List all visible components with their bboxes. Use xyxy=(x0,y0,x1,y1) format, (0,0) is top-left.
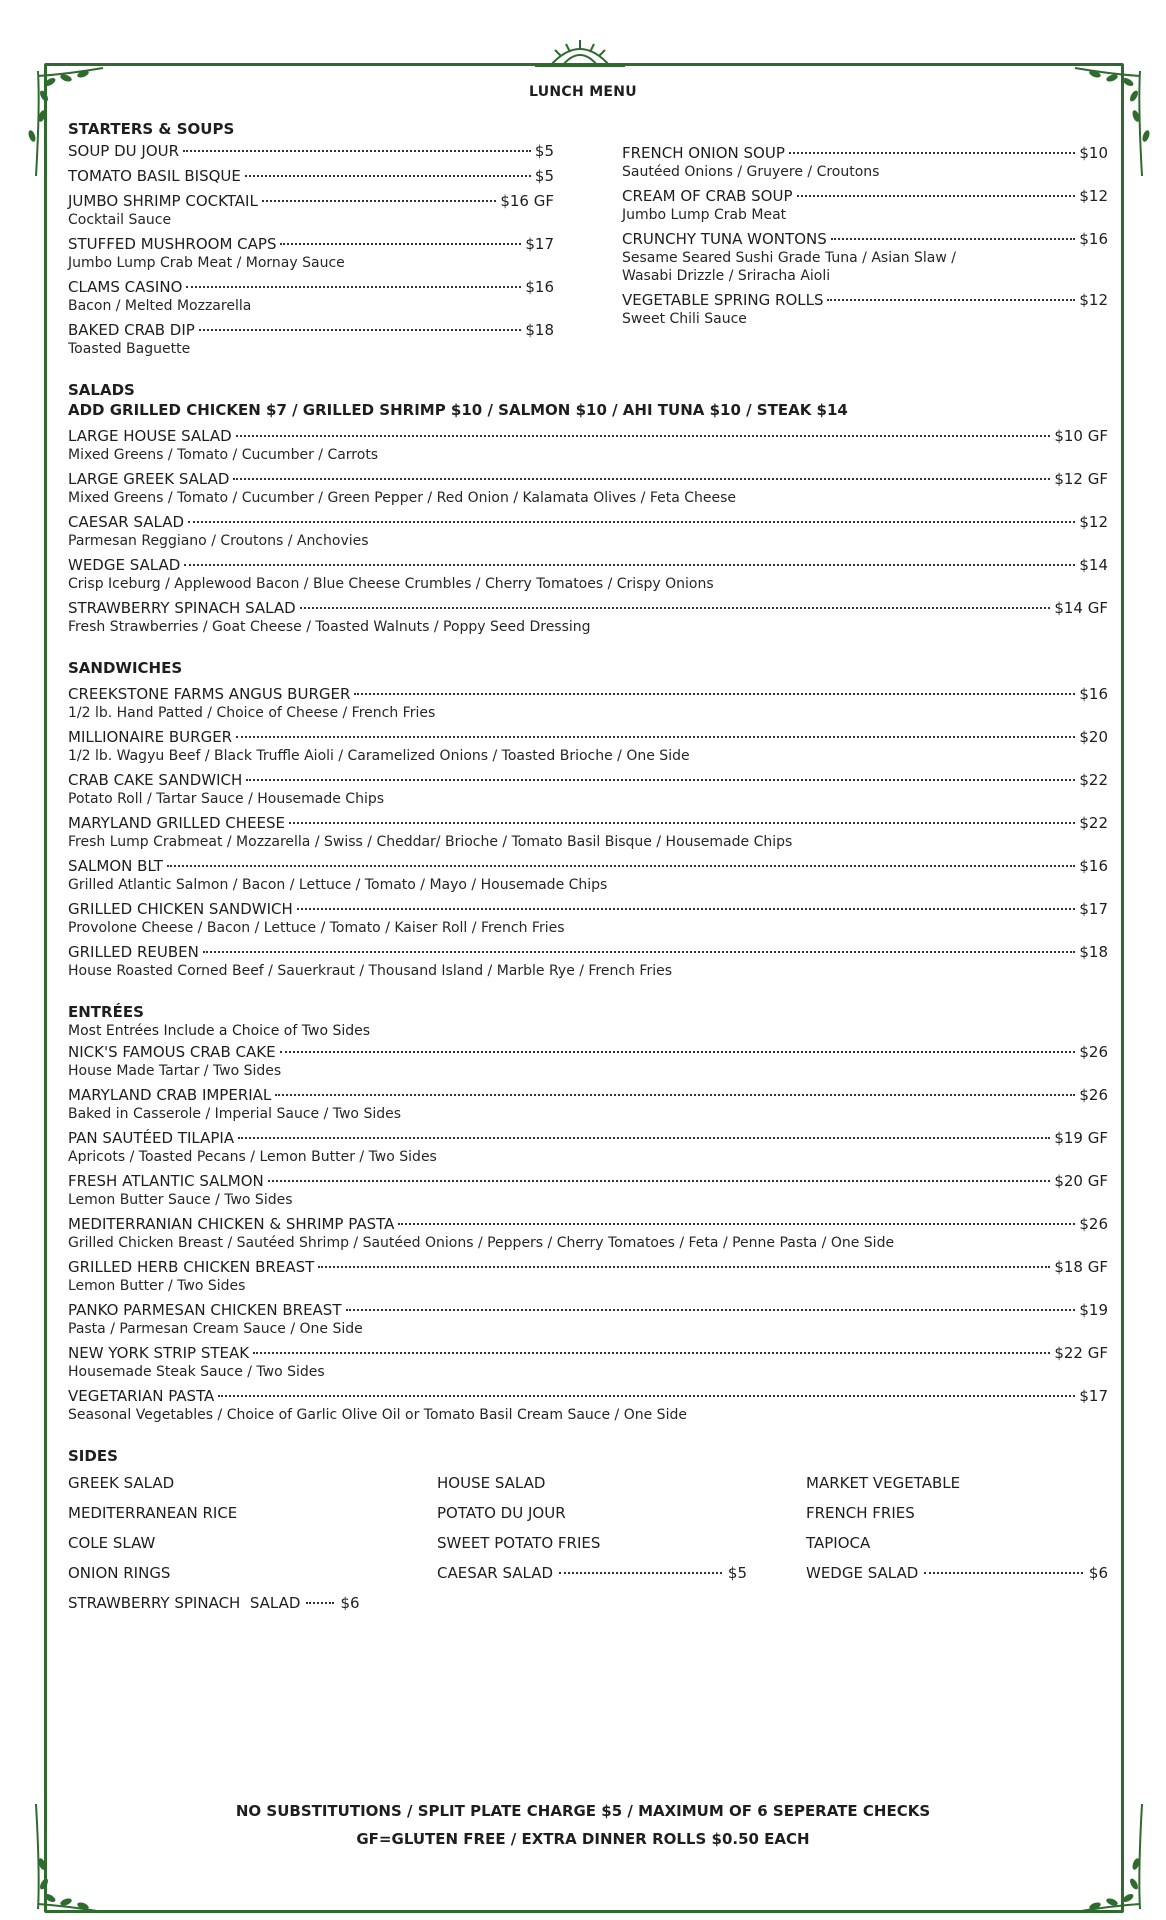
menu-item xyxy=(68,555,1108,593)
menu-footer xyxy=(0,1797,1166,1853)
menu-item xyxy=(68,813,1108,851)
item-price: $19 GF xyxy=(1054,1129,1108,1147)
menu-item xyxy=(68,1214,1108,1252)
item-name: MARYLAND CRAB IMPERIAL xyxy=(68,1086,272,1104)
side-item-priced xyxy=(806,1562,1108,1584)
salad-addons: ADD GRILLED CHICKEN $7 / GRILLED SHRIMP $10 / SALMON $10 / AHI TUNA $10 / STEAK $14 xyxy=(68,401,848,419)
item-price: $17 xyxy=(1079,1387,1108,1405)
item-description: Cocktail Sauce xyxy=(68,212,172,228)
item-price: $18 xyxy=(1079,943,1108,961)
item-name: LARGE GREEK SALAD xyxy=(68,470,230,488)
item-price: $26 xyxy=(1079,1086,1108,1104)
side-item-priced xyxy=(437,1562,747,1584)
footer-legend: GF=GLUTEN FREE / EXTRA DINNER ROLLS $0.50 EACH xyxy=(356,1830,810,1848)
item-name: NICK'S FAMOUS CRAB CAKE xyxy=(68,1043,276,1061)
item-price: $10 GF xyxy=(1054,427,1108,445)
item-price: $18 GF xyxy=(1054,1258,1108,1276)
item-name: WEDGE SALAD xyxy=(68,556,181,574)
item-description: Jumbo Lump Crab Meat / Mornay Sauce xyxy=(68,255,345,271)
item-description: Sesame Seared Sushi Grade Tuna / Asian Slaw / xyxy=(622,250,956,266)
item-description: Seasonal Vegetables / Choice of Garlic Olive Oil or Tomato Basil Cream Sauce / One Side xyxy=(68,1407,687,1423)
side-price: $5 xyxy=(727,1564,747,1582)
side-item: SWEET POTATO FRIES xyxy=(437,1534,601,1552)
side-item: MARKET VEGETABLE xyxy=(806,1474,961,1492)
item-name: STUFFED MUSHROOM CAPS xyxy=(68,235,277,253)
item-name: MARYLAND GRILLED CHEESE xyxy=(68,814,286,832)
menu-item xyxy=(68,1128,1108,1166)
menu-item xyxy=(68,426,1108,464)
item-description: Toasted Baguette xyxy=(68,341,191,357)
item-price: $16 xyxy=(1079,685,1108,703)
menu-item xyxy=(622,290,1108,328)
entrees-section xyxy=(68,1002,1108,1424)
item-price: $5 xyxy=(534,167,554,185)
item-name: MILLIONAIRE BURGER xyxy=(68,728,233,746)
item-description: Grilled Chicken Breast / Sautéed Shrimp / Sautéed Onions / Peppers / Cherry Tomatoes / Feta / Penne Pasta / One Side xyxy=(68,1235,895,1251)
item-description: Fresh Lump Crabmeat / Mozzarella / Swiss / Cheddar/ Brioche / Tomato Basil Bisque / Housemade Chips xyxy=(68,834,793,850)
menu-item xyxy=(68,727,1108,765)
item-description: Crisp Iceburg / Applewood Bacon / Blue Cheese Crumbles / Cherry Tomatoes / Crispy Onions xyxy=(68,576,714,592)
salads-section xyxy=(68,380,1108,636)
item-description: 1/2 lb. Hand Patted / Choice of Cheese / French Fries xyxy=(68,705,436,721)
menu-item xyxy=(68,899,1108,937)
item-name: SALMON BLT xyxy=(68,857,163,875)
menu-title: LUNCH MENU xyxy=(529,84,637,100)
item-description: Lemon Butter / Two Sides xyxy=(68,1278,246,1294)
menu-item xyxy=(68,1171,1108,1209)
item-description: Jumbo Lump Crab Meat xyxy=(622,207,787,223)
menu-item xyxy=(68,1343,1108,1381)
item-price: $14 GF xyxy=(1054,599,1108,617)
item-price: $16 xyxy=(525,278,554,296)
item-price: $16 xyxy=(1079,230,1108,248)
item-description: Provolone Cheese / Bacon / Lettuce / Tomato / Kaiser Roll / French Fries xyxy=(68,920,565,936)
side-name: STRAWBERRY SPINACH SALAD xyxy=(68,1594,301,1612)
item-description: Grilled Atlantic Salmon / Bacon / Lettuce / Tomato / Mayo / Housemade Chips xyxy=(68,877,608,893)
item-name: FRESH ATLANTIC SALMON xyxy=(68,1172,264,1190)
menu-content xyxy=(68,119,1108,1614)
starters-right-column xyxy=(622,141,1108,358)
entrees-note: Most Entrées Include a Choice of Two Sides xyxy=(68,1023,371,1039)
menu-item xyxy=(68,234,554,272)
item-name: TOMATO BASIL BISQUE xyxy=(68,167,241,185)
item-price: $17 xyxy=(1079,900,1108,918)
item-name: SOUP DU JOUR xyxy=(68,142,180,160)
item-description: Housemade Steak Sauce / Two Sides xyxy=(68,1364,325,1380)
section-heading: ENTRÉES xyxy=(68,1003,144,1021)
item-price: $12 GF xyxy=(1054,470,1108,488)
item-name: STRAWBERRY SPINACH SALAD xyxy=(68,599,296,617)
menu-item xyxy=(68,469,1108,507)
menu-item xyxy=(68,856,1108,894)
side-item: ONION RINGS xyxy=(68,1564,171,1582)
sandwiches-section xyxy=(68,658,1108,980)
menu-item xyxy=(68,1042,1108,1080)
item-price: $26 xyxy=(1079,1215,1108,1233)
item-description: Mixed Greens / Tomato / Cucumber / Green Pepper / Red Onion / Kalamata Olives / Feta Cheese xyxy=(68,490,737,506)
item-price: $22 GF xyxy=(1054,1344,1108,1362)
item-price: $10 xyxy=(1079,144,1108,162)
section-heading: SIDES xyxy=(68,1447,118,1465)
menu-item xyxy=(68,942,1108,980)
section-heading: SANDWICHES xyxy=(68,659,183,677)
item-price: $20 xyxy=(1079,728,1108,746)
item-price: $18 xyxy=(525,321,554,339)
side-item: TAPIOCA xyxy=(806,1534,871,1552)
starters-section xyxy=(68,119,1108,358)
item-name: BAKED CRAB DIP xyxy=(68,321,195,339)
item-description: Bacon / Melted Mozzarella xyxy=(68,298,252,314)
item-description: Wasabi Drizzle / Sriracha Aioli xyxy=(622,268,831,284)
side-item: GREEK SALAD xyxy=(68,1474,175,1492)
menu-item xyxy=(68,166,554,186)
item-description: Potato Roll / Tartar Sauce / Housemade Chips xyxy=(68,791,385,807)
item-name: PAN SAUTÉED TILAPIA xyxy=(68,1129,235,1147)
section-heading: STARTERS & SOUPS xyxy=(68,120,235,138)
item-name: GRILLED REUBEN xyxy=(68,943,199,961)
side-item: HOUSE SALAD xyxy=(437,1474,546,1492)
item-price: $19 xyxy=(1079,1301,1108,1319)
item-price: $26 xyxy=(1079,1043,1108,1061)
item-description: Sweet Chili Sauce xyxy=(622,311,747,327)
item-description: Lemon Butter Sauce / Two Sides xyxy=(68,1192,293,1208)
item-description: House Made Tartar / Two Sides xyxy=(68,1063,282,1079)
item-price: $17 xyxy=(525,235,554,253)
menu-item xyxy=(68,684,1108,722)
sunburst-crest-icon xyxy=(530,36,630,70)
item-price: $20 GF xyxy=(1054,1172,1108,1190)
item-price: $16 GF xyxy=(500,192,554,210)
menu-item xyxy=(68,320,554,358)
item-price: $12 xyxy=(1079,187,1108,205)
item-price: $22 xyxy=(1079,771,1108,789)
menu-item xyxy=(622,186,1108,224)
side-price: $6 xyxy=(1088,1564,1108,1582)
item-name: CREEKSTONE FARMS ANGUS BURGER xyxy=(68,685,351,703)
item-description: Apricots / Toasted Pecans / Lemon Butter / Two Sides xyxy=(68,1149,437,1165)
menu-item xyxy=(68,512,1108,550)
item-name: GRILLED CHICKEN SANDWICH xyxy=(68,900,293,918)
item-name: LARGE HOUSE SALAD xyxy=(68,427,232,445)
side-name: WEDGE SALAD xyxy=(806,1564,919,1582)
item-description: Parmesan Reggiano / Croutons / Anchovies xyxy=(68,533,369,549)
menu-item xyxy=(68,1257,1108,1295)
menu-item xyxy=(68,1300,1108,1338)
item-name: CRAB CAKE SANDWICH xyxy=(68,771,243,789)
item-description: Fresh Strawberries / Goat Cheese / Toasted Walnuts / Poppy Seed Dressing xyxy=(68,619,591,635)
item-price: $12 xyxy=(1079,513,1108,531)
starters-left-column xyxy=(68,141,554,358)
item-price: $12 xyxy=(1079,291,1108,309)
item-description: Baked in Casserole / Imperial Sauce / Two Sides xyxy=(68,1106,402,1122)
menu-item xyxy=(68,1085,1108,1123)
item-description: Sautéed Onions / Gruyere / Croutons xyxy=(622,164,880,180)
menu-item xyxy=(68,1386,1108,1424)
item-description: 1/2 lb. Wagyu Beef / Black Truffle Aioli / Caramelized Onions / Toasted Brioche / One Side xyxy=(68,748,690,764)
item-name: CAESAR SALAD xyxy=(68,513,185,531)
menu-item xyxy=(68,277,554,315)
item-name: PANKO PARMESAN CHICKEN BREAST xyxy=(68,1301,342,1319)
menu-item xyxy=(68,598,1108,636)
item-price: $16 xyxy=(1079,857,1108,875)
section-heading: SALADS xyxy=(68,381,135,399)
item-name: NEW YORK STRIP STEAK xyxy=(68,1344,250,1362)
sides-section xyxy=(68,1446,1108,1614)
item-price: $5 xyxy=(534,142,554,160)
side-name: CAESAR SALAD xyxy=(437,1564,554,1582)
item-description: Mixed Greens / Tomato / Cucumber / Carrots xyxy=(68,447,379,463)
menu-item xyxy=(622,229,1108,285)
footer-policy: NO SUBSTITUTIONS / SPLIT PLATE CHARGE $5 / MAXIMUM OF 6 SEPERATE CHECKS xyxy=(235,1802,931,1820)
sides-grid xyxy=(68,1472,1108,1614)
side-item: COLE SLAW xyxy=(68,1534,156,1552)
item-name: CREAM OF CRAB SOUP xyxy=(622,187,793,205)
item-price: $14 xyxy=(1079,556,1108,574)
item-name: MEDITERRANIAN CHICKEN & SHRIMP PASTA xyxy=(68,1215,395,1233)
side-price: $6 xyxy=(340,1594,360,1612)
menu-item xyxy=(68,770,1108,808)
menu-item xyxy=(622,143,1108,181)
side-item: FRENCH FRIES xyxy=(806,1504,915,1522)
item-price: $22 xyxy=(1079,814,1108,832)
item-name: VEGETABLE SPRING ROLLS xyxy=(622,291,824,309)
item-name: GRILLED HERB CHICKEN BREAST xyxy=(68,1258,315,1276)
side-item: POTATO DU JOUR xyxy=(437,1504,566,1522)
item-name: FRENCH ONION SOUP xyxy=(622,144,785,162)
item-name: JUMBO SHRIMP COCKTAIL xyxy=(68,192,258,210)
menu-item xyxy=(68,141,554,161)
item-name: CRUNCHY TUNA WONTONS xyxy=(622,230,827,248)
side-item: MEDITERRANEAN RICE xyxy=(68,1504,238,1522)
item-name: CLAMS CASINO xyxy=(68,278,183,296)
side-item-priced xyxy=(68,1592,378,1614)
item-description: Pasta / Parmesan Cream Sauce / One Side xyxy=(68,1321,363,1337)
item-name: VEGETARIAN PASTA xyxy=(68,1387,215,1405)
item-description: House Roasted Corned Beef / Sauerkraut / Thousand Island / Marble Rye / French Fries xyxy=(68,963,673,979)
menu-item xyxy=(68,191,554,229)
